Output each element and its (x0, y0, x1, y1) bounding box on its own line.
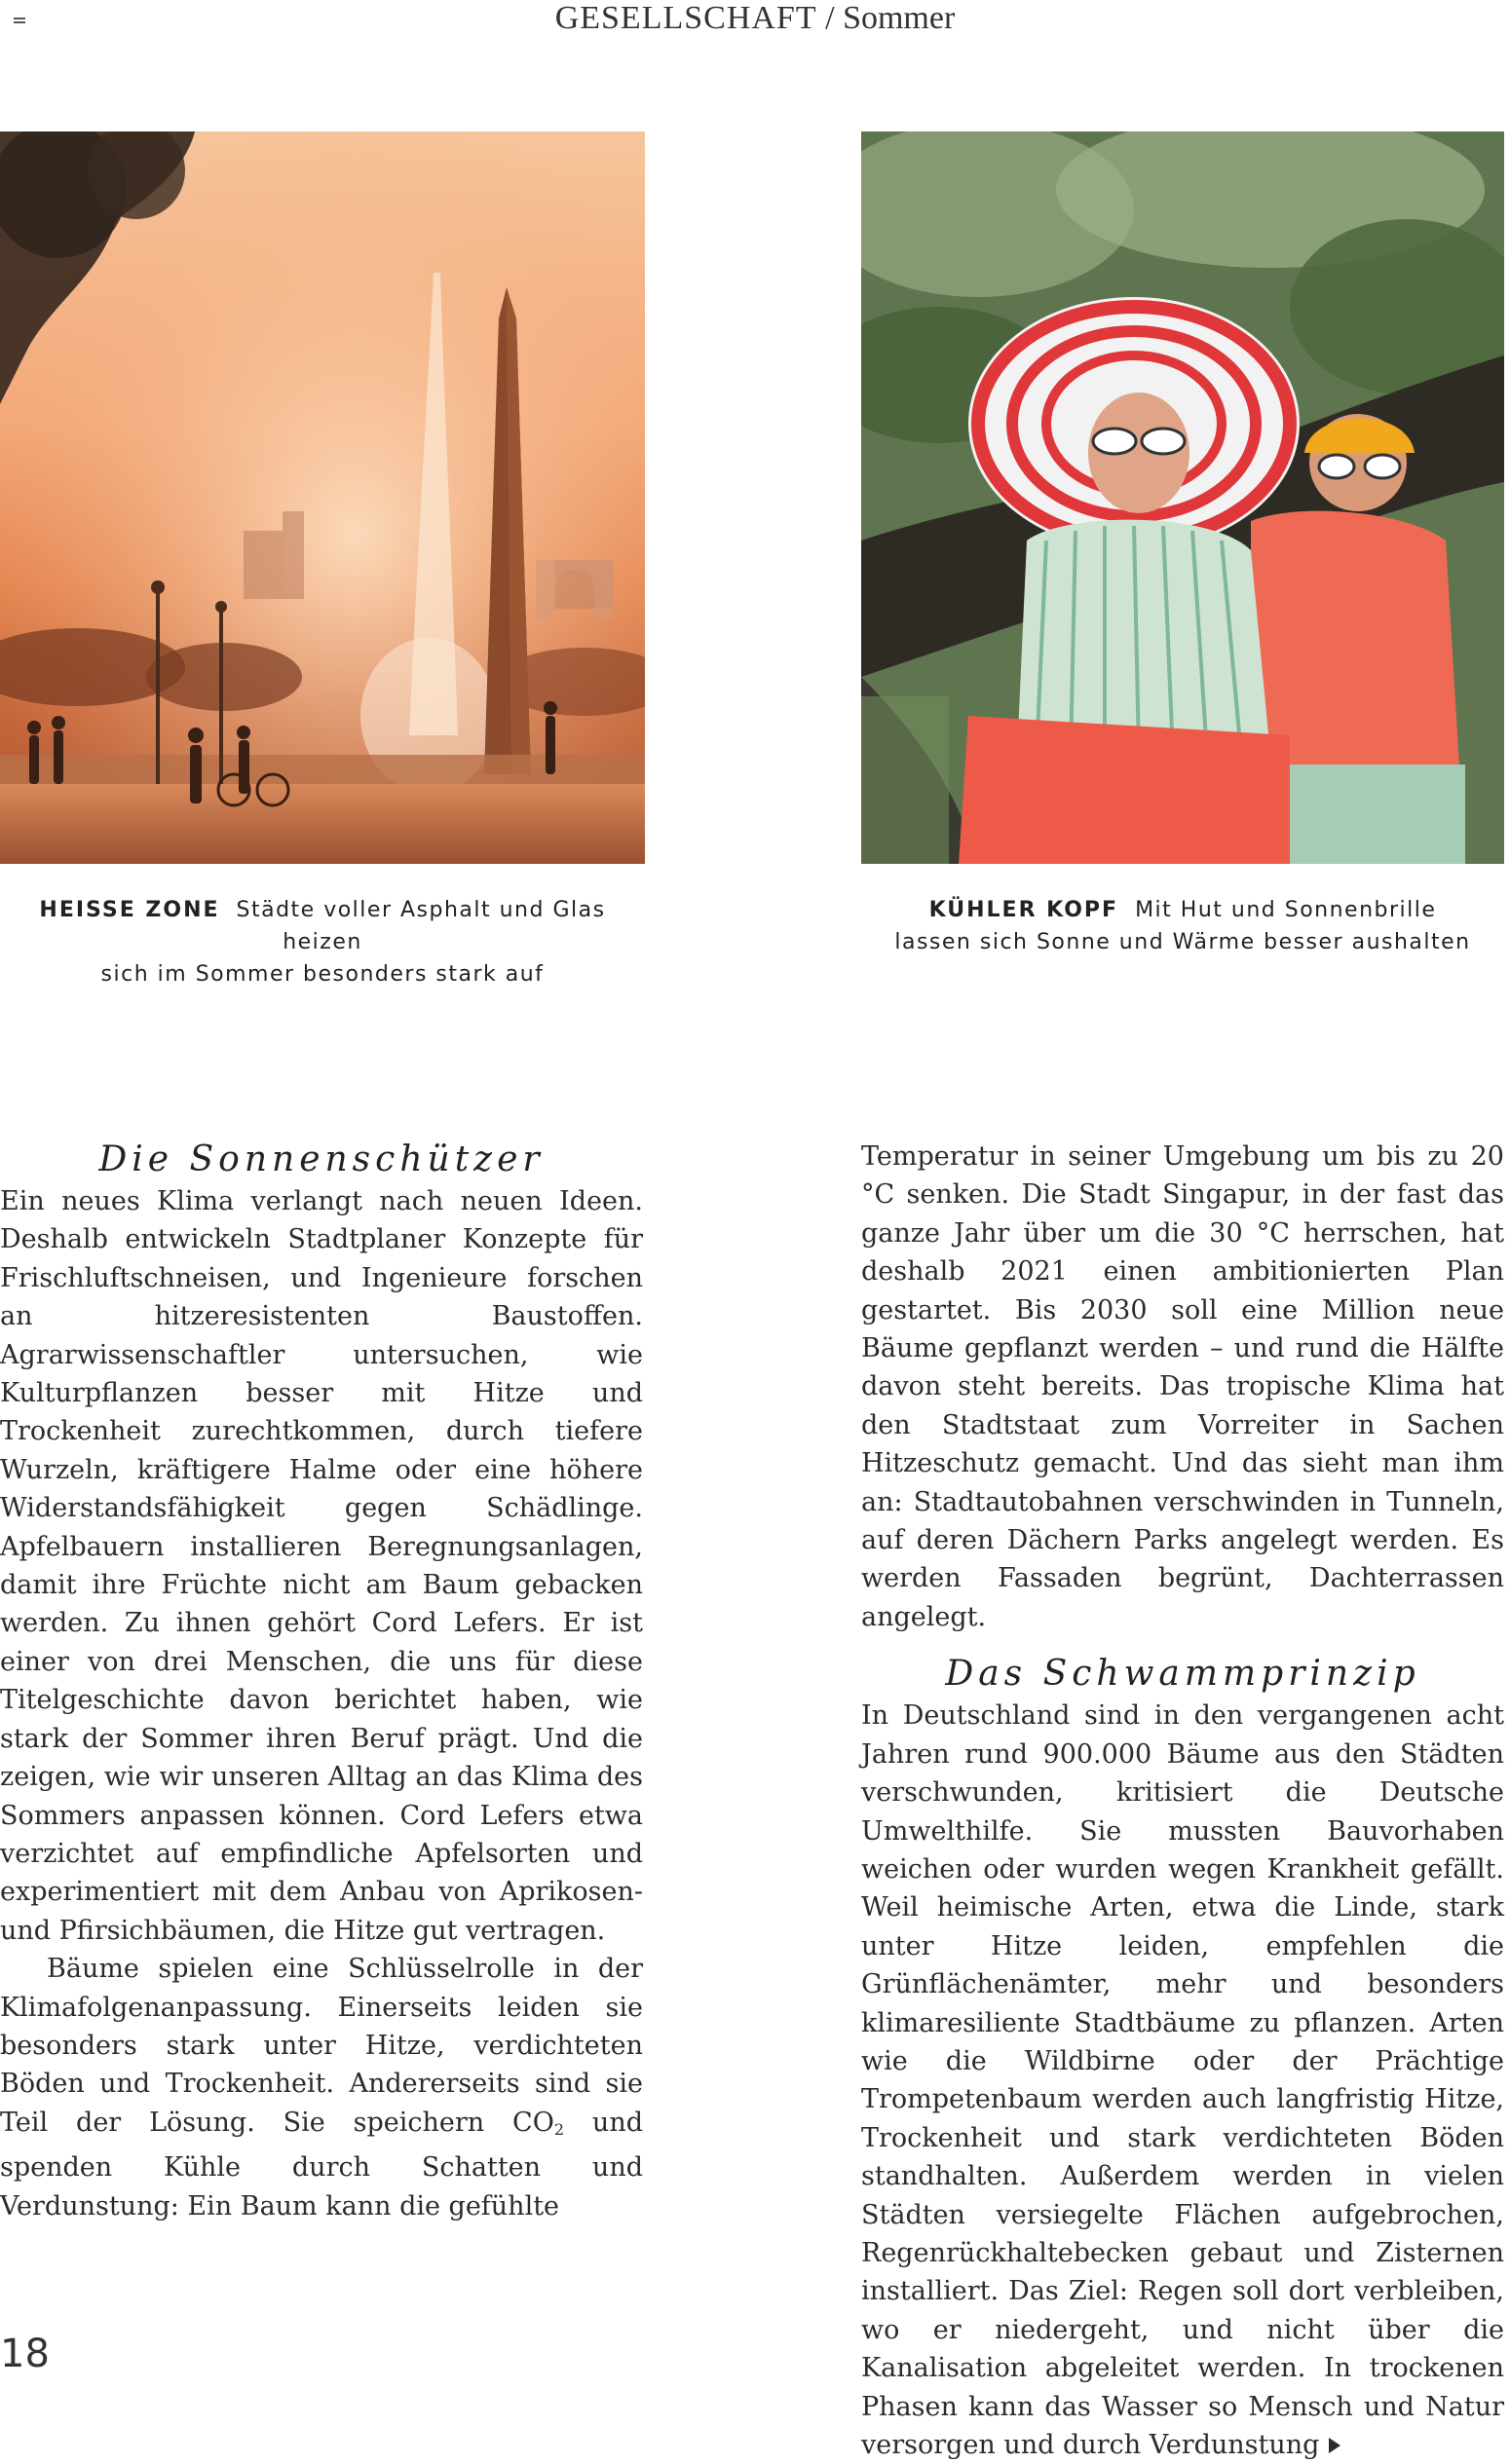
caption-left-line1 (0, 894, 645, 958)
caption-left (0, 894, 645, 990)
paragraph-3 (861, 1697, 1504, 2464)
caption-right-line1 (861, 894, 1504, 926)
couple-sunhats-sunglasses-photo (861, 131, 1504, 864)
header-topic: Sommer (843, 0, 956, 36)
paragraph-2 (0, 1950, 643, 2225)
continue-arrow-icon (1329, 2438, 1340, 2453)
page-header (0, 0, 1510, 37)
caption-right (861, 894, 1504, 958)
caption-left-text2: sich im Sommer besonders stark auf (100, 962, 545, 987)
article-column-right (861, 1138, 1504, 2464)
paragraph-1: Ein neues Klima verlangt nach neuen Ideen. Deshalb entwickeln Stadtplaner Konzepte für Frischluftschneisen, und Ingenieure forschen an hitzeresistenten Baustoffen. Agrarwissenschaftler untersuchen, wie Kulturpflanzen besser mit Hitze und Trockenheit zurechtkommen, durch tiefere Wurzeln, kräftigere Halme oder eine höhere Widerstandsfähigkeit gegen Schädlinge. Apfelbauern installieren Beregnungsanlagen, damit ihre Früchte nicht am Baum gebacken werden. Zu ihnen gehört Cord Lefers. Er ist einer von drei Menschen, die uns für diese Titelgeschichte davon berichtet haben, wie stark der Sommer ihren Beruf prägt. Und die zeigen, wie wir unseren Alltag an das Klima des Sommers anpassen können. Cord Lefers etwa verzichtet auf empfindliche Apfelsorten und experimentiert mit dem Anbau von Aprikosen- und Pfirsichbäumen, die Hitze gut vertragen. (0, 1186, 643, 1946)
subhead-schwammprinzip: Das Schwammprinzip (945, 1654, 1420, 1695)
caption-left-label: HEISSE ZONE (39, 898, 220, 922)
paris-obelisk-fountain-sunset-photo (0, 131, 645, 864)
caption-left-text1: Städte voller Asphalt und Glas heizen (236, 898, 606, 954)
caption-right-text1: Mit Hut und Sonnenbrille (1135, 898, 1437, 922)
co2-subscript: 2 (553, 2119, 565, 2139)
header-section: GESELLSCHAFT (554, 0, 817, 36)
caption-right-text2: lassen sich Sonne und Wärme besser aushalten (894, 930, 1471, 954)
paragraph-2-part2: und spenden Kühle durch Schatten und Verdunstung: Ein Baum kann die gefühlte (0, 2107, 643, 2221)
paragraph-2-continuation: Temperatur in seiner Umgebung um bis zu 20 °C senken. Die Stadt Singapur, in der fast das ganze Jahr über um die 30 °C herrschen, hat deshalb 2021 einen ambitionierten Plan gestartet. Bis 2030 soll eine Million neue Bäume gepflanzt werden – und rund die Hälfte davon steht bereits. Das tropische Klima hat den Stadtstaat zum Vorreiter in Sachen Hitzeschutz gemacht. Und das sieht man ihm an: Stadtautobahnen verschwinden in Tunneln, auf deren Dächern Parks angelegt werden. Es werden Fassaden begrünt, Dachterrassen angelegt. (861, 1141, 1504, 1632)
caption-right-label: KÜHLER KOPF (928, 898, 1119, 922)
article-column-left (0, 1138, 643, 2225)
page-number: 18 (0, 2332, 50, 2376)
subhead-sonnenschuetzer: Die Sonnenschützer (98, 1139, 545, 1179)
header-separator: / (816, 0, 844, 36)
paragraph-2-part1: Bäume spielen eine Schlüsselrolle in der Klimafolgenanpassung. Einerseits leiden sie besonders stark unter Hitze, verdichteten Böden und Trockenheit. Andererseits sind sie Teil der Lösung. Sie speichern CO (0, 1954, 643, 2138)
paragraph-3-text: In Deutschland sind in den vergangenen acht Jahren rund 900.000 Bäume aus den Städten verschwunden, kritisiert die Deutsche Umwelthilfe. Sie mussten Bauvorhaben weichen oder wurden wegen Krankheit gefällt. Weil heimische Arten, etwa die Linde, stark unter Hitze leiden, empfehlen die Grünflächenämter, mehr und besonders klimaresiliente Stadtbäume zu pflanzen. Arten wie die Wildbirne oder der Prächtige Trompetenbaum werden auch langfristig Hitze, Trockenheit und stark verdichteten Böden standhalten. Außerdem werden in vielen Städten versiegelte Flächen aufgebrochen, Regenrückhaltebecken gebaut und Zisternen installiert. Das Ziel: Regen soll dort verbleiben, wo er niedergeht, und nicht über die Kanalisation abgeleitet werden. In trockenen Phasen kann das Wasser so Mensch und Natur versorgen und durch Verdunstung (861, 1700, 1504, 2460)
